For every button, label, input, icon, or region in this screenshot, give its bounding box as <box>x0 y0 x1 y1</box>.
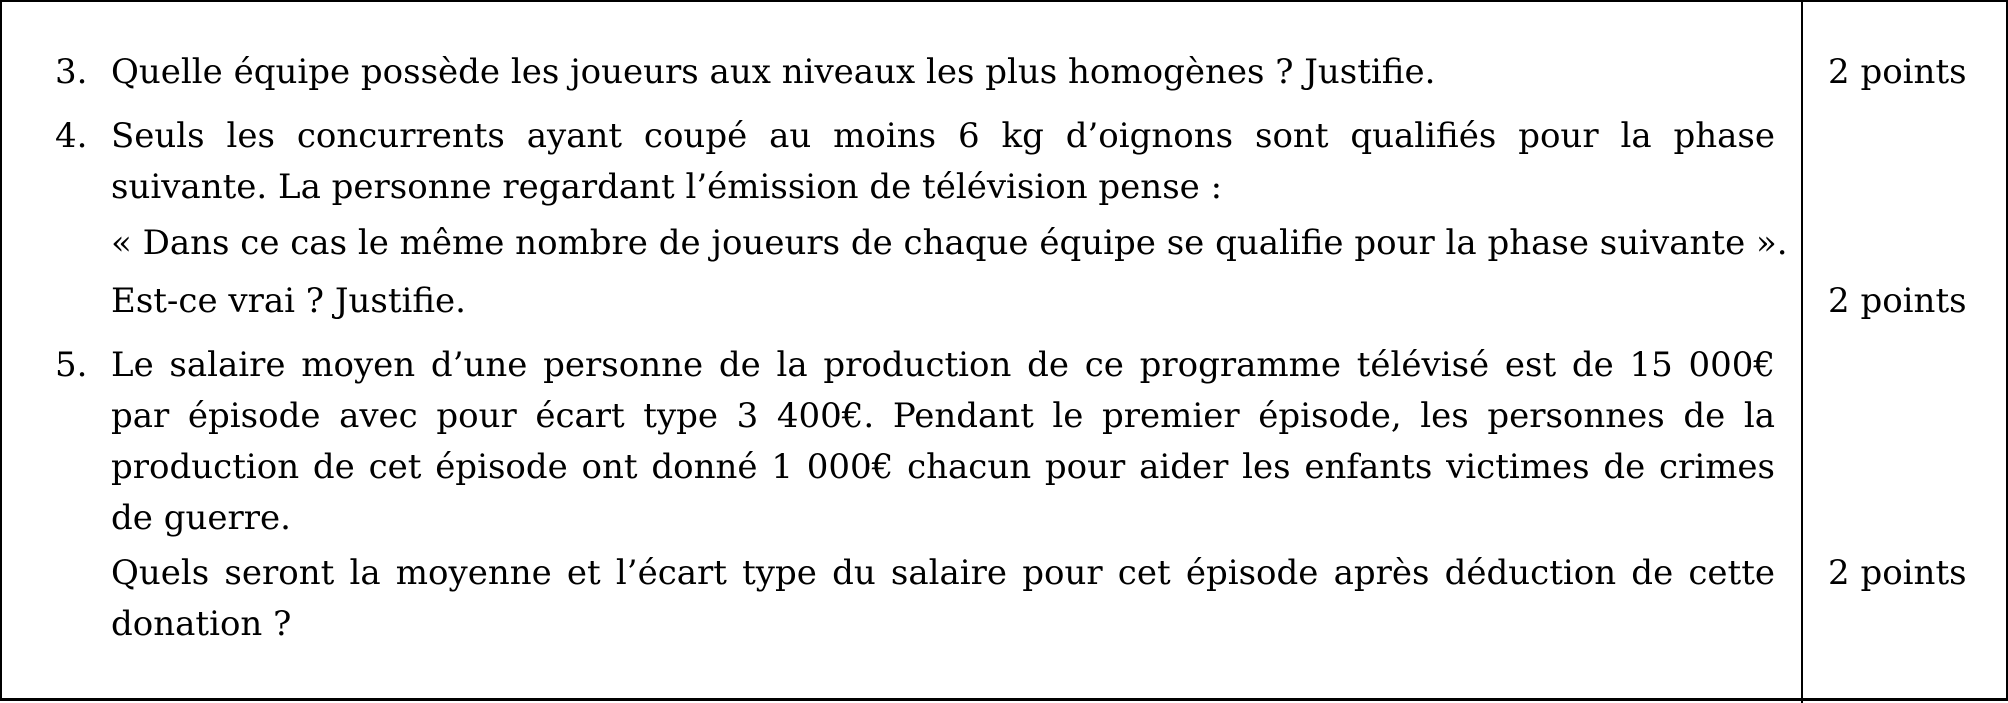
item-number-3: 3. <box>55 52 88 92</box>
item-4-line-4: Est-ce vrai ? Justifie. <box>111 281 466 321</box>
item-4-line-3: « Dans ce cas le même nombre de joueurs de chaque équipe se qualifie pour la phase suivante ». <box>111 223 1788 263</box>
item-4-line-2: suivante. La personne regardant l’émission de télévision pense : <box>111 167 1223 207</box>
item-5-line-3: production de cet épisode ont donné 1 000€ chacun pour aider les enfants victimes de crimes <box>111 447 1775 487</box>
item-5-line-4: de guerre. <box>111 498 291 538</box>
item-3-points: 2 points <box>1828 52 1967 92</box>
item-number-4: 4. <box>55 116 88 156</box>
item-5-line-5: Quels seront la moyenne et l’écart type du salaire pour cet épisode après déduction de cette <box>111 553 1775 593</box>
item-5-line-1: Le salaire moyen d’une personne de la production de ce programme télévisé est de 15 000€ <box>111 345 1775 385</box>
column-divider <box>1801 2 1803 703</box>
item-3-line-1: Quelle équipe possède les joueurs aux niveaux les plus homogènes ? Justifie. <box>111 52 1436 92</box>
item-5-points: 2 points <box>1828 553 1967 593</box>
item-5-line-6: donation ? <box>111 604 292 644</box>
item-4-points: 2 points <box>1828 281 1967 321</box>
item-number-5: 5. <box>55 345 88 385</box>
item-5-line-2: par épisode avec pour écart type 3 400€. Pendant le premier épisode, les personnes de la <box>111 396 1775 436</box>
item-4-line-1: Seuls les concurrents ayant coupé au moins 6 kg d’oignons sont qualifiés pour la phase <box>111 116 1775 156</box>
